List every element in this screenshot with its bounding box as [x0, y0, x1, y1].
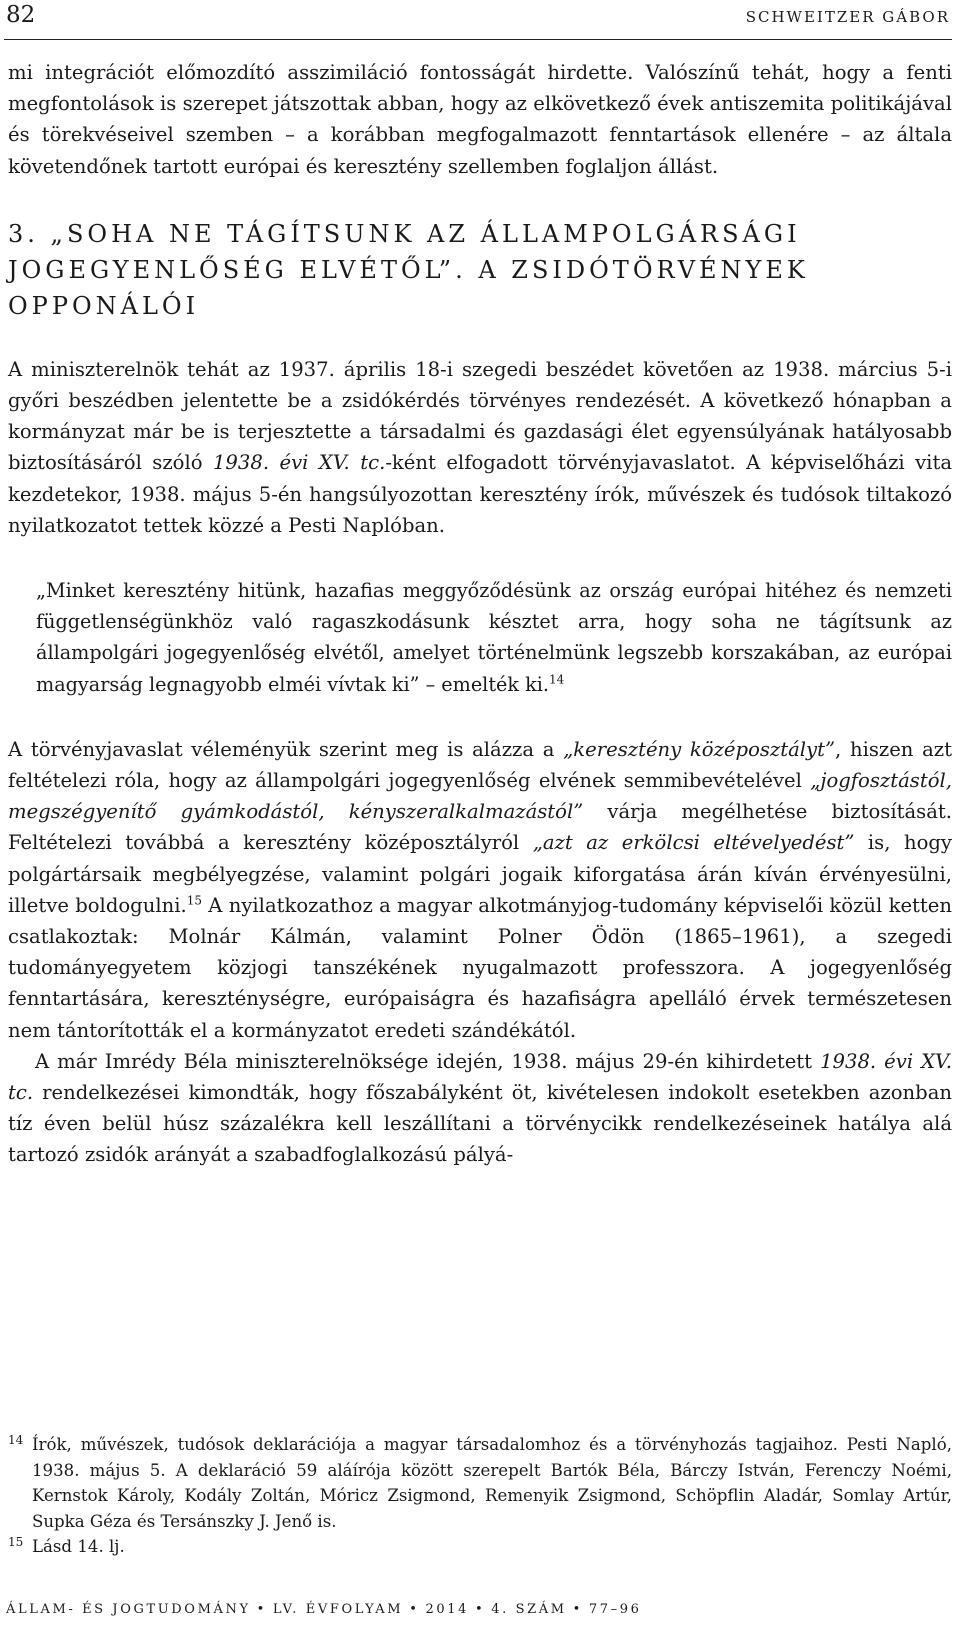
footer-issue: 4. SZÁM — [491, 1602, 567, 1617]
footnote-number: 14 — [8, 1433, 24, 1447]
paragraph-1 — [8, 354, 952, 541]
paragraph-2-text-b: , hiszen azt feltételezi róla, hogy az állampolgári jogegyenlőség elvének semmibevételével — [8, 737, 952, 793]
quote-paragraph — [36, 575, 952, 700]
paragraph-3 — [8, 1046, 952, 1171]
paragraph-2 — [8, 734, 952, 1046]
footnote-15 — [8, 1534, 952, 1560]
footnote-text: Lásd 14. lj. — [32, 1537, 125, 1556]
footer-separator: • — [256, 1602, 267, 1617]
quoted-phrase-2: „jogfosztástól, megszégyenítő gyámkodástól, kényszeralkalmazástól” — [8, 769, 952, 824]
article-body — [8, 57, 952, 1171]
footnotes — [8, 1432, 952, 1560]
law-citation: 1938. évi XV. tc. — [212, 451, 386, 475]
running-head-author: SCHWEITZER GÁBOR — [745, 8, 950, 26]
quoted-phrase-1: „keresztény középosztályt” — [563, 737, 836, 761]
header-rule — [4, 39, 952, 40]
footnote-14 — [8, 1432, 952, 1534]
intro-paragraph: mi integrációt előmozdító asszimiláció fontosságát hirdette. Valószínű tehát, hogy a fenti megfontolások is szerepet játszottak abban, hogy az elkövetkező évek antiszemita politikájával és törekvéseivel szemben – a korábban megfogalmazott fenntartások ellenére – az általa követendőnek tartott európai és keresztény szellemben foglaljon állást. — [8, 61, 952, 178]
quote-text: „Minket keresztény hitünk, hazafias meggyőződésünk az ország európai hitéhez és nemzeti függetlenségünkhöz való ragaszkodásunk késztet arra, hogy soha ne tágítsunk az állampolgári jogegyenlőség elvétől, amelyet történelmünk legszebb korszakában, az európai magyarság legnagyobb elméi vívtak ki” – emelték ki. — [36, 579, 952, 696]
law-citation-2: 1938. évi XV. tc. — [8, 1049, 952, 1105]
section-heading: 3. „SOHA NE TÁGÍTSUNK AZ ÁLLAMPOLGÁRSÁGI JOGEGYENLŐSÉG ELVÉTŐL”. A ZSIDÓTÖRVÉNYEK OPPONÁLÓI — [8, 219, 809, 320]
paragraph-1-text-b: -ként elfogadott törvényjavaslatot. A képviselőházi vita kezdetekor, 1938. május 5-én hangsúlyozottan keresztény írók, művészek és tudósok tiltakozó nyilatkozatot tettek közzé a Pesti Naplóban. — [8, 451, 952, 537]
footnote-number: 15 — [8, 1535, 24, 1549]
footer-year: 2014 — [425, 1602, 469, 1617]
footnote-ref-14[interactable]: 14 — [548, 672, 565, 687]
paragraph-2-text-a: A törvényjavaslat véleményük szerint meg is alázza a — [8, 737, 564, 761]
footer-separator: • — [409, 1602, 420, 1617]
page-number: 82 — [6, 2, 36, 28]
footer-volume: LV. ÉVFOLYAM — [272, 1602, 404, 1617]
block-quote — [36, 575, 952, 700]
paragraph-3-text-b: rendelkezései kimondták, hogy főszabályként öt, kivételesen indokolt esetekben azonban tíz éven belül húsz százalékra kell leszállítani a törvénycikk rendelkezéseinek hatálya alá tartozó zsidók arányát a szabadfoglalkozású pályá- — [8, 1081, 952, 1167]
footer-separator: • — [572, 1602, 583, 1617]
paragraph-2-text-c: várja megélhetése biztosítását. Feltételezi továbbá a keresztény középosztályról — [8, 800, 952, 855]
footnote-ref-15[interactable]: 15 — [186, 893, 202, 908]
paragraph-3-text-a: A már Imrédy Béla miniszterelnöksége idején, 1938. május 29-én kihirdetett — [35, 1049, 821, 1073]
footer-pages: 77–96 — [588, 1602, 642, 1617]
footnote-text: Írók, művészek, tudósok deklarációja a magyar társadalomhoz és a törvényhozás tagjaihoz. Pesti Napló, 1938. május 5. A deklaráció 59 aláírója között szerepelt Bartók Béla, Bárczy István, Ferenczy Noémi, Kernstok Károly, Kodály Zoltán, Móricz Zsigmond, Remenyik Zsigmond, Schöpflin Aladár, Somlay Artúr, Supka Géza és Tersánszky J. Jenő is. — [32, 1435, 952, 1531]
page-header — [6, 2, 950, 34]
quoted-phrase-3: „azt az erkölcsi eltévelyedést” — [532, 831, 855, 855]
paragraph-1-text-a: A miniszterelnök tehát az 1937. április 18-i szegedi beszédet követően az 1938. március 5-i győri beszédben jelentette be a zsidókérdés törvényes rendezését. A következő hónapban a kormányzat már be is terjesztette a társadalmi és gazdasági élet egyensúlyának hatályosabb biztosításáról szóló — [8, 357, 952, 475]
page-footer — [6, 1602, 642, 1617]
footer-journal: ÁLLAM- ÉS JOGTUDOMÁNY — [6, 1602, 251, 1617]
paragraph-2-text-d: is, hogy polgártársaik megbélyegzése, valamint polgári jogaik kiforgatása árán kíván érvényesülni, illetve boldogulni. — [8, 831, 952, 917]
paragraph-2-text-e: A nyilatkozathoz a magyar alkotmányjog-tudomány képviselői közül ketten csatlakoztak: Molnár Kálmán, valamint Polner Ödön (1865–1961), a szegedi tudományegyetem közjogi tanszékének nyugalmazott professzora. A jogegyenlőség fenntartására, kereszténységre, európaiságra és hazafiságra apelláló érvek természetesen nem tántorították el a kormányzatot eredeti szándékától. — [8, 893, 952, 1042]
footer-separator: • — [474, 1602, 486, 1617]
